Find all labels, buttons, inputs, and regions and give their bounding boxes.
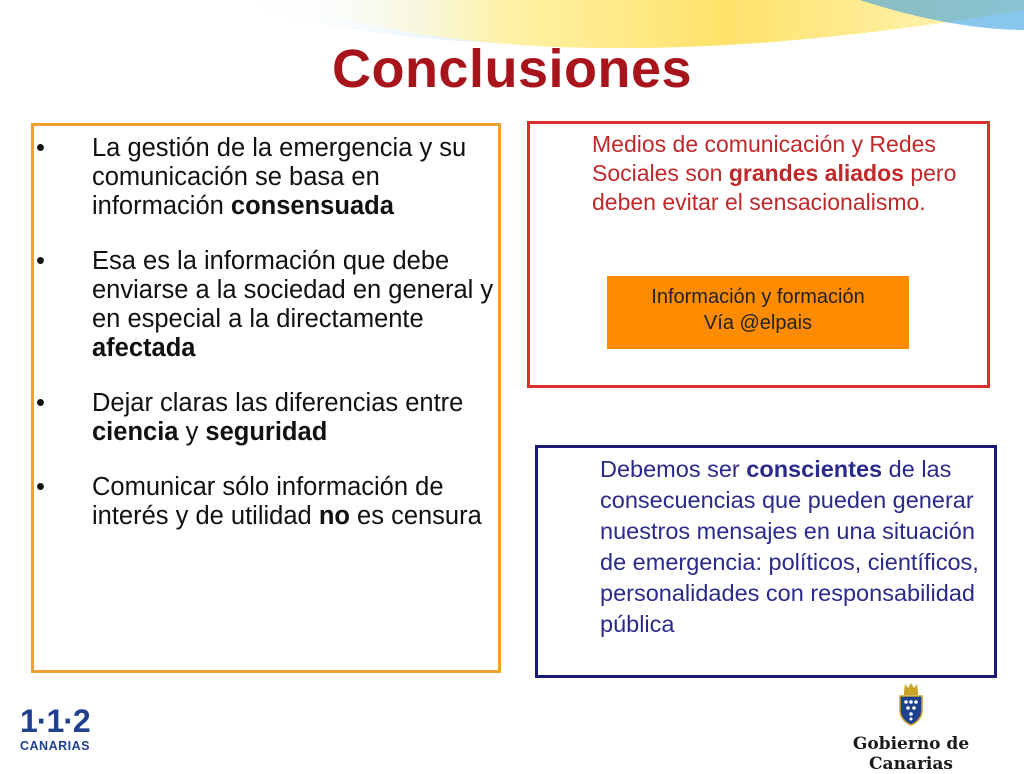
bullet-icon: •	[36, 389, 45, 417]
awareness-text-emphasis: conscientes	[746, 456, 883, 482]
item-emphasis: ciencia	[92, 418, 179, 446]
item-text: y	[178, 418, 206, 446]
awareness-text-part: de las consecuencias que pueden generar nuestros mensajes en una situación de emergencia: políticos, científicos, personalidades con responsabilidad pública	[600, 456, 979, 637]
item-text: Comunicar sólo información de interés y de utilidad	[92, 473, 444, 530]
conclusions-list	[34, 134, 494, 557]
gobierno-text: Gobierno de Canarias	[852, 734, 970, 774]
item-emphasis: afectada	[92, 334, 196, 362]
item-text: Esa es la información que debe enviarse a la sociedad en general y en especial a la directamente	[92, 247, 494, 333]
awareness-text	[600, 454, 990, 640]
list-item	[34, 389, 494, 447]
item-emphasis: no	[318, 502, 350, 530]
list-item	[34, 247, 494, 363]
item-text: La gestión de la emergencia y su comunicación se basa en información	[92, 134, 467, 220]
awareness-box	[535, 445, 997, 678]
bullet-icon: •	[36, 473, 45, 501]
item-text: Dejar claras las diferencias entre	[92, 389, 464, 417]
logo-112-region: CANARIAS	[20, 739, 90, 753]
bullet-icon: •	[36, 247, 45, 275]
gobierno-logo	[816, 682, 1006, 774]
media-text	[592, 130, 982, 217]
bullet-icon: •	[36, 134, 45, 162]
page-title: Conclusiones	[331, 39, 693, 99]
awareness-text-part: Debemos ser	[600, 456, 747, 482]
list-item	[34, 134, 494, 221]
media-text-part: pero deben evitar el sensacionalismo.	[592, 160, 957, 215]
logo-112-number: 1·1·2	[20, 703, 90, 739]
coat-of-arms-icon	[896, 682, 926, 726]
logo-112-canarias	[20, 705, 100, 753]
info-link-button[interactable]	[607, 276, 909, 349]
item-text: es censura	[349, 502, 482, 530]
info-link-line1: Información y formación	[651, 286, 865, 308]
info-link-line2: Vía @elpais	[703, 312, 813, 334]
list-item	[34, 473, 494, 531]
media-text-emphasis: grandes aliados	[728, 160, 904, 186]
item-emphasis: seguridad	[205, 418, 328, 446]
conclusions-box	[31, 123, 501, 673]
item-emphasis: consensuada	[230, 192, 394, 220]
media-text-part: Medios de comunicación y Redes Sociales son	[592, 131, 936, 186]
